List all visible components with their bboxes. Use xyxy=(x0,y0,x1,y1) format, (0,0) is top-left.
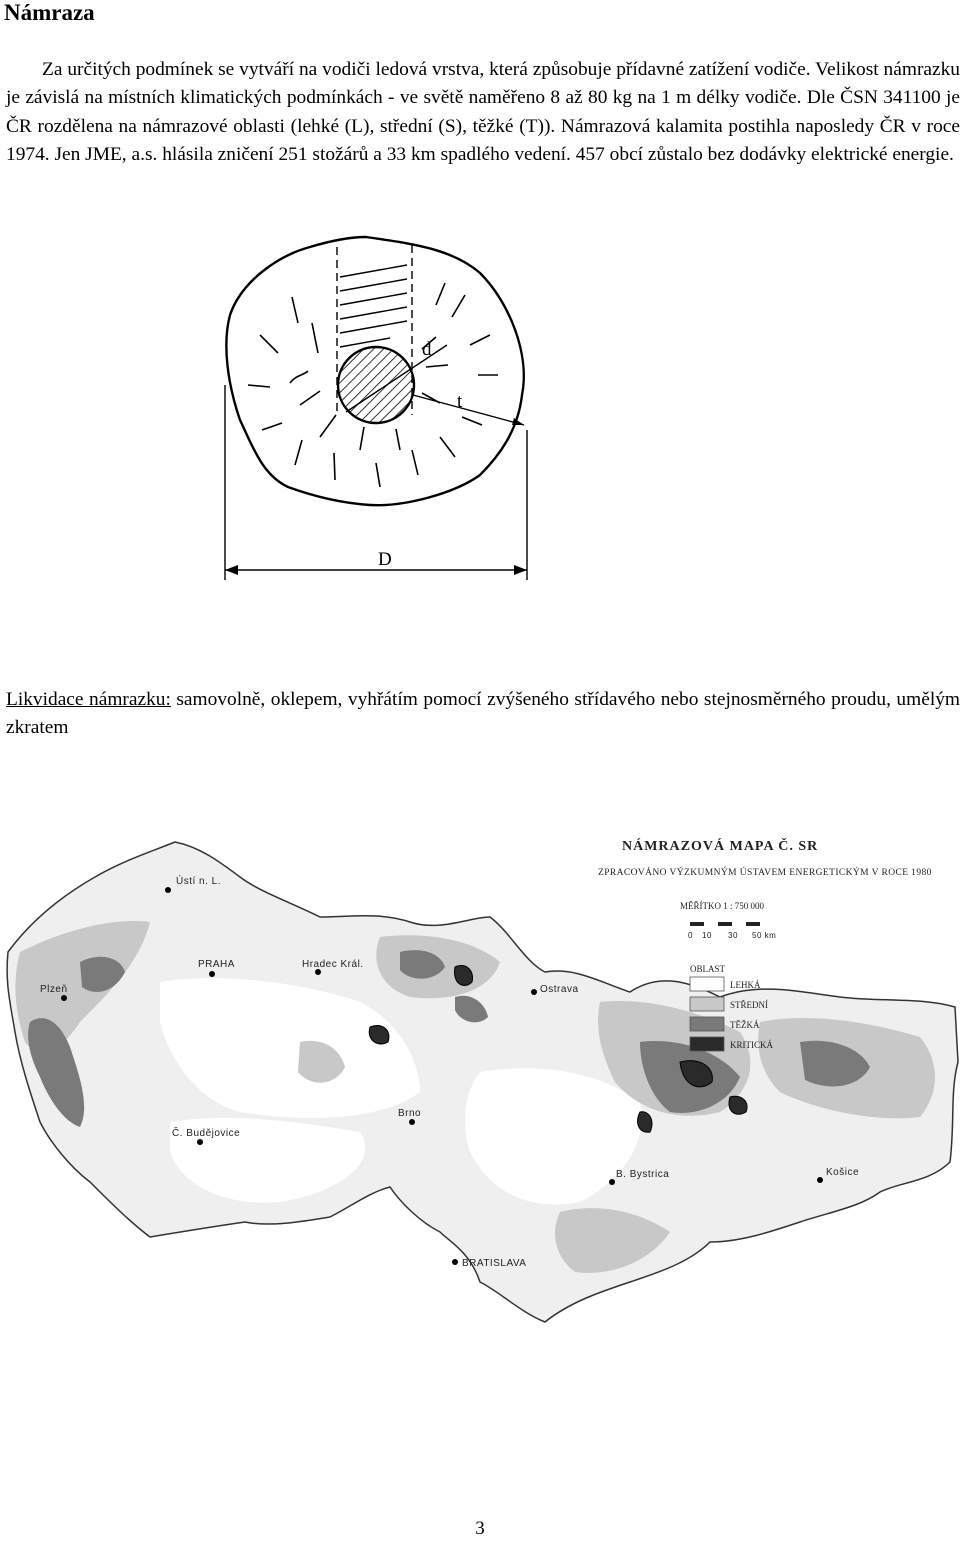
legend-label-heavy: TĚŽKÁ xyxy=(730,1020,760,1030)
label-D: D xyxy=(378,549,392,570)
legend-label-light: LEHKÁ xyxy=(730,980,761,990)
city-label-plzen: Plzeň xyxy=(40,984,68,995)
legend-swatch-light xyxy=(690,977,724,991)
city-label-budejovice: Č. Budějovice xyxy=(172,1128,241,1139)
liquidation-text: samovolně, oklepem, vyhřátím pomocí zvýšeného střídavého nebo stejnosměrného proudu, umělým zkratem xyxy=(6,689,960,739)
page-heading: Námraza xyxy=(4,0,95,25)
map-scale-label: MĚŘÍTKO 1 : 750 000 xyxy=(680,901,764,911)
city-label-praha: PRAHA xyxy=(198,959,235,970)
legend-label-medium: STŘEDNÍ xyxy=(730,1000,768,1010)
ice-conductor-diagram xyxy=(200,225,540,585)
legend-label-critical: KRITICKÁ xyxy=(730,1040,773,1050)
city-label-usti: Ústí n. L. xyxy=(176,876,222,887)
city-label-ostrava: Ostrava xyxy=(540,984,579,995)
legend-swatch-critical xyxy=(690,1037,724,1051)
scale-tick-2: 30 xyxy=(728,931,738,940)
city-label-kosice: Košice xyxy=(826,1167,860,1178)
city-label-bystrica: B. Bystrica xyxy=(616,1169,670,1180)
page-number: 3 xyxy=(475,1518,485,1539)
legend-swatch-heavy xyxy=(690,1017,724,1031)
scale-tick-1: 10 xyxy=(702,931,712,940)
conductor-circle xyxy=(338,347,414,423)
liquidation-label: Likvidace námrazku: xyxy=(6,689,171,710)
map-subtitle: ZPRACOVÁNO VÝZKUMNÝM ÚSTAVEM ENERGETICKÝM V ROCE 1980 xyxy=(598,868,932,878)
intro-text: Za určitých podmínek se vytváří na vodiči ledová vrstva, která způsobuje přídavné zatížení vodiče. Velikost námrazku je závislá na místních klimatických podmínkách - ve světě naměřeno 8 až 80 kg na 1 m délky vodiče. Dle ČSN 341100 je ČR rozdělena na námrazové oblasti (lehké (L), střední (S), těžké (T)). Námrazová kalamita postihla naposledy ČR v roce 1974. Jen JME, a.s. hlásila zničení 251 stožárů a 33 km spadlého vedení. 457 obcí zůstalo bez dodávky elektrické energie. xyxy=(6,59,960,165)
ice-map xyxy=(0,822,960,1332)
liquidation-paragraph xyxy=(6,686,960,743)
city-label-hradec: Hradec Král. xyxy=(302,959,364,970)
scale-tick-0: 0 xyxy=(688,931,693,940)
label-t: t xyxy=(457,391,463,412)
legend-title: OBLAST xyxy=(690,964,726,974)
city-label-brno: Brno xyxy=(398,1108,422,1119)
scale-tick-3: 50 km xyxy=(752,931,777,940)
thickness-line-t xyxy=(413,395,524,425)
city-label-bratislava: BRATISLAVA xyxy=(462,1258,527,1269)
strip-hatching xyxy=(340,265,407,347)
intro-paragraph xyxy=(6,56,960,169)
map-title: NÁMRAZOVÁ MAPA Č. SR xyxy=(622,839,819,854)
legend-swatch-medium xyxy=(690,997,724,1011)
label-d: d xyxy=(422,339,432,360)
